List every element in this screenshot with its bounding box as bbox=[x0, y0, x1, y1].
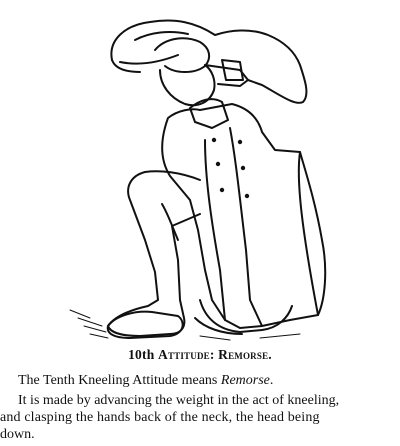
paragraph-line-2: It is made by advancing the weight in the act of kneeling, bbox=[18, 393, 340, 408]
figure-caption bbox=[0, 347, 400, 363]
coat-collar bbox=[190, 99, 228, 128]
coat bbox=[162, 104, 325, 328]
paragraph-line-1 bbox=[0, 372, 400, 390]
caption-title: Attitude: Remorse. bbox=[158, 347, 272, 362]
paragraph-line-3: and clasping the hands back of the neck, the head being bbox=[0, 410, 320, 425]
clasped-hands bbox=[155, 38, 209, 72]
line1-prefix: The Tenth Kneeling Attitude means bbox=[18, 373, 221, 388]
paragraph-line-4: down. bbox=[0, 427, 35, 442]
caption-number: 10th bbox=[128, 347, 155, 362]
coat-buttons bbox=[212, 138, 249, 198]
line1-emphasis: Remorse bbox=[220, 373, 270, 388]
line1-suffix: . bbox=[269, 373, 274, 388]
